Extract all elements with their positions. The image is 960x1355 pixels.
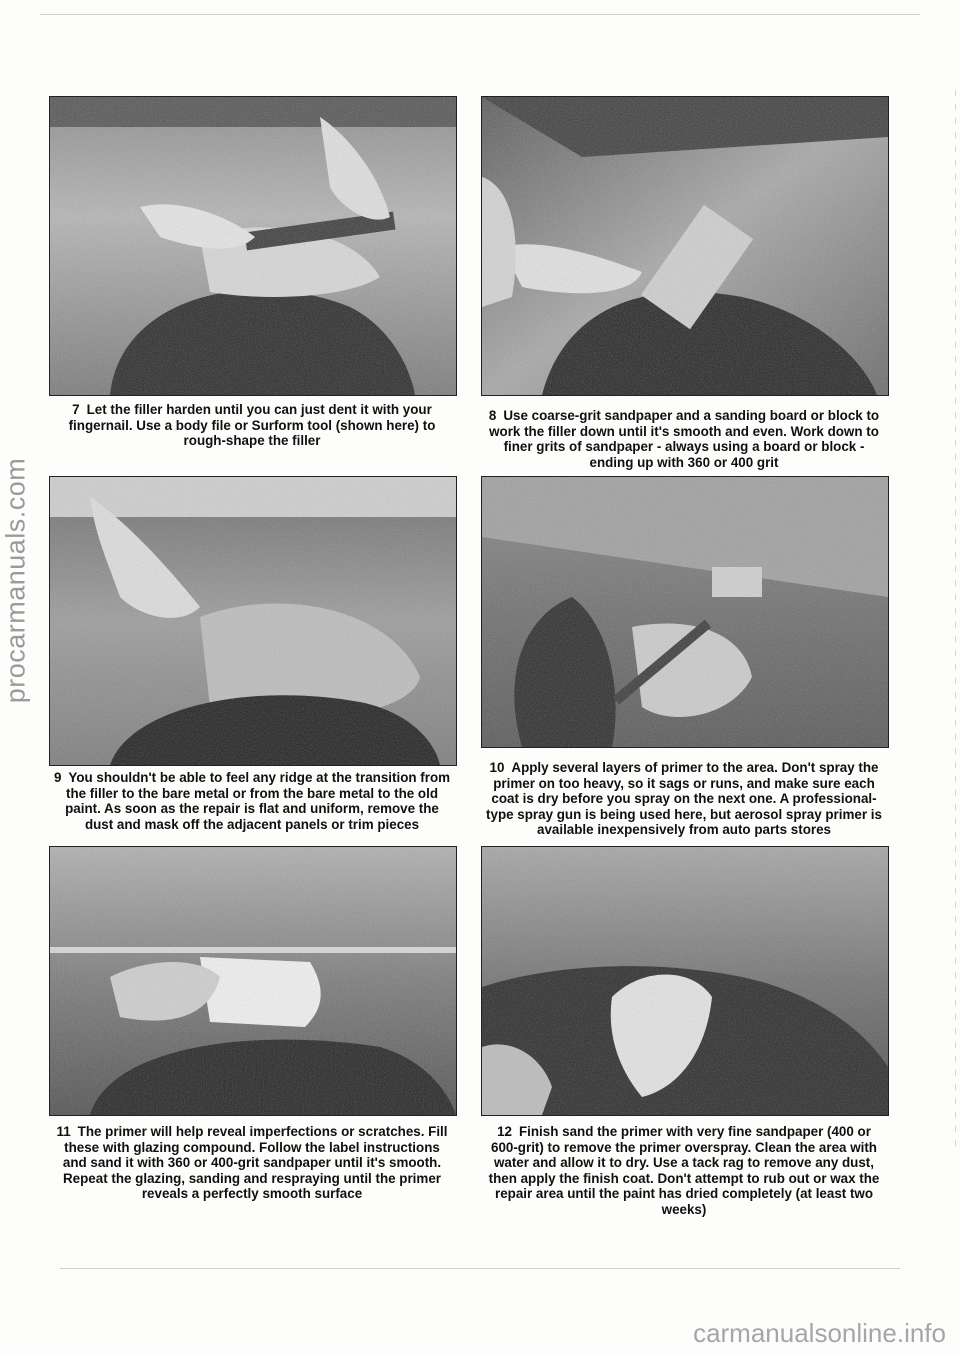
figure-number-8: 8 <box>488 408 497 423</box>
scan-artifact-top <box>40 14 920 15</box>
photo-fig-8 <box>481 96 889 396</box>
photo-fig-9-image <box>50 477 456 765</box>
photo-fig-9 <box>49 476 457 766</box>
photo-fig-12-image <box>482 847 888 1115</box>
photo-fig-11-image <box>50 847 456 1115</box>
side-watermark-text: procarmanuals.com <box>0 457 31 703</box>
photo-fig-10-image <box>482 477 888 747</box>
side-watermark <box>0 360 36 800</box>
figure-number-9: 9 <box>53 770 62 785</box>
photo-fig-11 <box>49 846 457 1116</box>
photo-fig-8-image <box>482 97 888 395</box>
photo-fig-7 <box>49 96 457 396</box>
caption-fig-7 <box>52 402 452 449</box>
caption-fig-8 <box>484 408 884 470</box>
figure-number-12: 12 <box>497 1124 512 1139</box>
photo-fig-12 <box>481 846 889 1116</box>
caption-fig-12 <box>484 1124 884 1217</box>
caption-text-11: The primer will help reveal imperfections or scratches. Fill these with glazing compound. Follow the label instructions and sand it with 360 or 400-grit sandpaper until it's smooth. Repeat the glazing, sanding and respraying until the primer reveals a perfectly smooth surface <box>62 1124 448 1201</box>
caption-fig-10 <box>484 760 884 838</box>
footer-watermark: carmanualsonline.info <box>693 1318 946 1348</box>
caption-fig-11 <box>52 1124 452 1202</box>
caption-text-12: Finish sand the primer with very fine sandpaper (400 or 600-grit) to remove the primer overspray. Clean the area with water and allow it to dry. Use a tack rag to remove any dust, then apply the finish coat. Don't attempt to rub out or wax the repair area until the paint has dried completely (at least two weeks) <box>488 1124 880 1217</box>
caption-text-8: Use coarse-grit sandpaper and a sanding board or block to work the filler down until it's smooth and even. Work down to finer grits of sandpaper - always using a board or block - ending up with 360 or 400 grit <box>489 408 880 470</box>
caption-text-7: Let the filler harden until you can just dent it with your fingernail. Use a body file or Surform tool (shown here) to rough-shape the filler <box>68 402 436 448</box>
caption-text-9: You shouldn't be able to feel any ridge at the transition from the filler to the bare metal or from the bare metal to the old paint. As soon as the repair is flat and uniform, remove the dust and mask off the adjacent panels or trim pieces <box>65 770 451 832</box>
scan-artifact-right-edge <box>955 90 956 1150</box>
caption-text-10: Apply several layers of primer to the area. Don't spray the primer on too heavy, so it sags or runs, and make sure each coat is dry before you spray on the next one. A professional-type spray gun is being used here, but aerosol spray primer is available inexpensively from auto parts stores <box>486 760 882 837</box>
photo-fig-7-image <box>50 97 456 395</box>
scan-artifact-bottom <box>60 1268 900 1269</box>
figure-number-11: 11 <box>56 1124 71 1139</box>
photo-fig-10 <box>481 476 889 748</box>
figure-number-10: 10 <box>489 760 505 775</box>
figure-number-7: 7 <box>72 402 80 417</box>
caption-fig-9 <box>52 770 452 832</box>
